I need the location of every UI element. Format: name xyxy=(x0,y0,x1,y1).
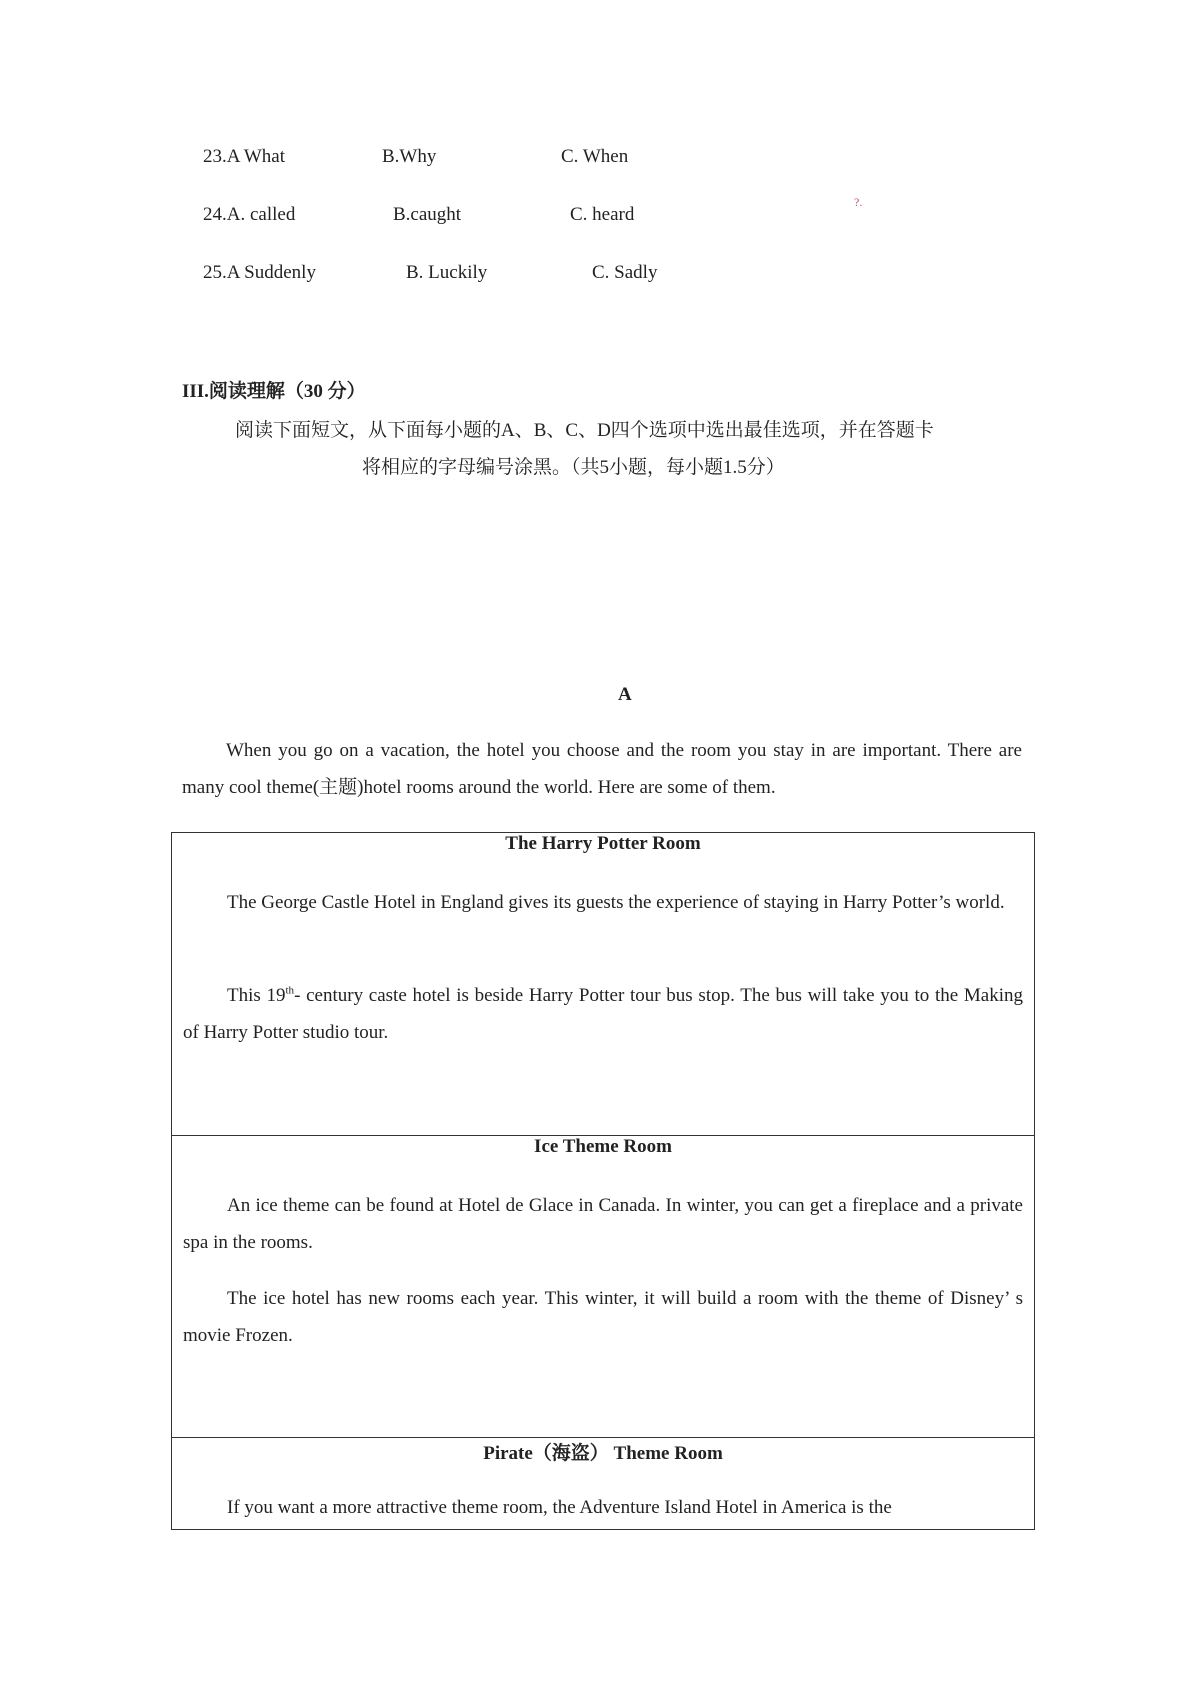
passage-intro: When you go on a vacation, the hotel you choose and the room you stay in are important. There are many cool theme(主题)hotel rooms around the world. Here are some of them. xyxy=(182,740,1022,798)
section-instruction-line2: 将相应的字母编号涂黑。（共5小题，每小题1.5分） xyxy=(362,457,785,478)
q24-option-c: C. heard xyxy=(570,204,635,225)
room-pirate-para1: If you want a more attractive theme room, the Adventure Island Hotel in America is the xyxy=(227,1497,892,1518)
room-title-ice: Ice Theme Room xyxy=(534,1136,672,1157)
q23-option-a: 23.A What xyxy=(203,146,285,167)
stray-mark: ?. xyxy=(854,195,863,209)
q24-option-a: 24.A. called xyxy=(203,204,296,225)
room-ice-para2: The ice hotel has new rooms each year. This winter, it will build a room with the theme of Disney’ s movie Frozen. xyxy=(183,1288,1023,1346)
room-title-pirate: Pirate（海盗） Theme Room xyxy=(483,1443,723,1464)
q24-option-b: B.caught xyxy=(393,204,462,225)
passage-letter: A xyxy=(618,684,632,705)
q23-option-c: C. When xyxy=(561,146,629,167)
q25-option-c: C. Sadly xyxy=(592,262,658,283)
room-harry-potter-para1: The George Castle Hotel in England gives its guests the experience of staying in Harry Potter’s world. xyxy=(227,892,1005,913)
q25-option-b: B. Luckily xyxy=(406,262,488,283)
room-harry-potter-para2: This 19th- century caste hotel is beside Harry Potter tour bus stop. The bus will take you to the Making of Harry Potter studio tour. xyxy=(183,984,1023,1043)
room-ice-para1: An ice theme can be found at Hotel de Glace in Canada. In winter, you can get a fireplace and a private spa in the rooms. xyxy=(183,1195,1023,1253)
section-title: III.阅读理解（30 分） xyxy=(182,381,366,402)
section-instruction-line1: 阅读下面短文，从下面每小题的A、B、C、D四个选项中选出最佳选项，并在答题卡 xyxy=(235,420,934,441)
theme-rooms-table xyxy=(171,832,1035,1530)
room-title-harry-potter: The Harry Potter Room xyxy=(505,833,701,854)
q23-option-b: B.Why xyxy=(382,146,437,167)
q25-option-a: 25.A Suddenly xyxy=(203,262,316,283)
